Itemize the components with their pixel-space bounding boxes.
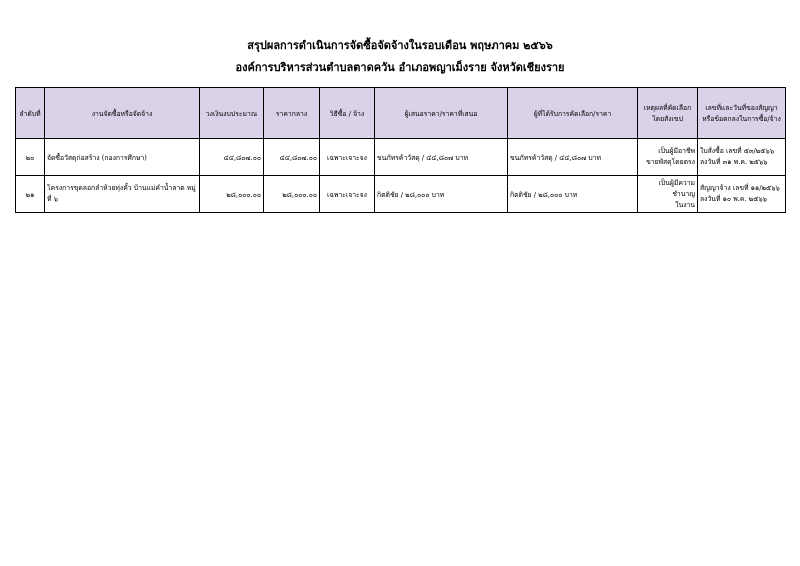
reason-line: เป็นผู้มีความชำนาญ — [658, 178, 695, 198]
table-row — [16, 176, 786, 213]
cell-bidder: กิตติชัย / ๒๘,๐๐๐ บาท — [375, 176, 508, 213]
col-header-winner: ผู้ที่ได้รับการคัดเลือก/ราคา — [508, 88, 638, 139]
table-header-row — [16, 88, 786, 139]
cell-bidder: ขนภัทรค้าวัสดุ / ๔๔,๘๐๗ บาท — [375, 139, 508, 176]
cell-reason — [638, 139, 698, 176]
cell-median-price: ๒๘,๐๐๐.๐๐ — [264, 176, 320, 213]
cell-item: จัดซื้อวัสดุก่อสร้าง (กองการศึกษา) — [45, 139, 200, 176]
cell-no: ๒๑ — [16, 176, 45, 213]
col-header-budget: วงเงินงบประมาณ — [200, 88, 264, 139]
contract-line: สัญญาจ้าง เลขที่ ๑๑/๒๕๖๖ — [700, 184, 780, 192]
cell-winner: กิตติชัย / ๒๘,๐๐๐ บาท — [508, 176, 638, 213]
reason-line: ขายพัสดุโดยตรง — [646, 158, 695, 166]
col-header-reason: เหตุผลที่คัดเลือกโดยสังเขป — [638, 88, 698, 139]
col-header-method: วิธีซื้อ / จ้าง — [320, 88, 375, 139]
cell-no: ๒๐ — [16, 139, 45, 176]
cell-median-price: ๔๔,๘๐๗.๐๐ — [264, 139, 320, 176]
cell-winner: ขนภัทรค้าวัสดุ / ๔๔,๘๐๗ บาท — [508, 139, 638, 176]
organization-title: องค์การบริหารส่วนตำบลตาดควัน อำเภอพญาเม็งราย จังหวัดเชียงราย — [235, 61, 565, 74]
cell-method: เฉพาะเจาะจง — [320, 176, 375, 213]
cell-reason — [638, 176, 698, 213]
contract-line: ลงวันที่ ๓๑ พ.ค. ๒๕๖๖ — [700, 158, 768, 166]
reason-line: ในงาน — [675, 200, 695, 209]
reason-line: เป็นผู้มีอาชีพ — [658, 147, 695, 155]
col-header-item: งานจัดซื้อหรือจัดจ้าง — [45, 88, 200, 139]
cell-contract — [698, 176, 786, 213]
col-header-contract: เลขที่และวันที่ของสัญญาหรือข้อตกลงในการซื้อ/จ้าง — [698, 88, 786, 139]
cell-method: เฉพาะเจาะจง — [320, 139, 375, 176]
cell-budget: ๔๔,๘๐๗.๐๐ — [200, 139, 264, 176]
col-header-no: ลำดับที่ — [16, 88, 45, 139]
col-header-median-price: ราคากลาง — [264, 88, 320, 139]
cell-item: โครงการขุดลอกลำห้วยทุ่งคั้ว บ้านแม่คำน้ำลาด หมู่ที่ ๖ — [45, 176, 200, 213]
contract-line: ใบสั่งซื้อ เลขที่ ๕๓/๒๕๖๖ — [700, 147, 775, 155]
cell-budget: ๒๘,๐๐๐.๐๐ — [200, 176, 264, 213]
contract-line: ลงวันที่ ๑๐ พ.ค. ๒๕๖๖ — [700, 195, 767, 203]
table-row — [16, 139, 786, 176]
cell-contract — [698, 139, 786, 176]
col-header-bidder: ผู้เสนอราคา/ราคาที่เสนอ — [375, 88, 508, 139]
procurement-table — [15, 87, 786, 213]
report-title: สรุปผลการดำเนินการจัดซื้อจัดจ้างในรอบเดือน พฤษภาคม ๒๕๖๖ — [247, 39, 553, 52]
